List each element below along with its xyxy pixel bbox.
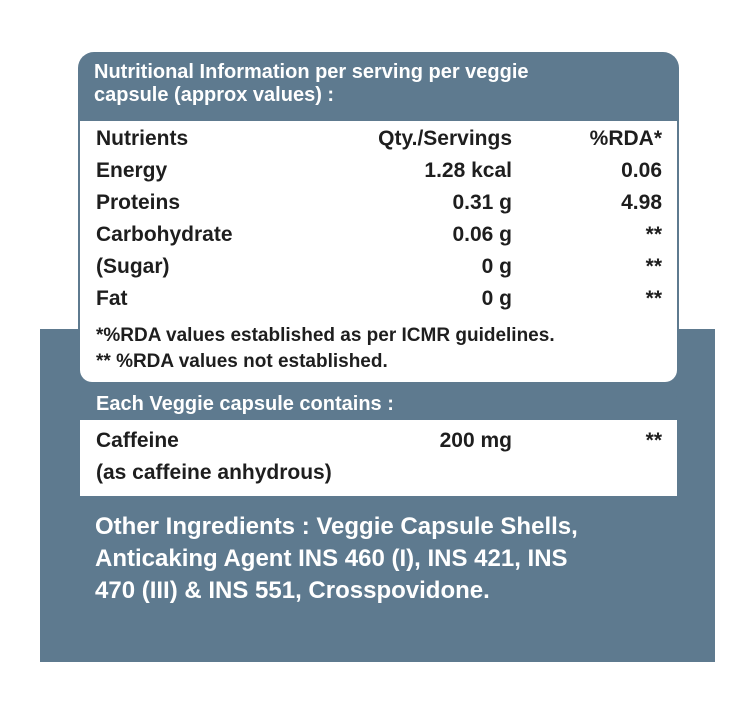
header-line-1: Nutritional Information per serving per veggie — [94, 61, 529, 83]
ingredient-rda: ** — [645, 429, 662, 452]
nutrient-name: Energy — [96, 159, 168, 182]
capsule-section-heading-bar — [80, 388, 677, 420]
table-header-row — [96, 123, 662, 155]
nutrient-rda: 0.06 — [621, 159, 662, 182]
rda-footnote-1: *%RDA values established as per ICMR guidelines. — [96, 325, 555, 346]
column-header-qty: Qty./Servings — [378, 127, 512, 150]
other-ingredients — [95, 511, 695, 607]
nutrient-qty: 0.06 g — [452, 223, 512, 246]
table-row-carbohydrate — [96, 219, 662, 251]
nutrient-qty: 1.28 kcal — [424, 159, 512, 182]
rda-footnote-2: ** %RDA values not established. — [96, 351, 388, 372]
other-ingredients-line-1: Other Ingredients : Veggie Capsule Shells, — [95, 513, 578, 540]
ingredient-subtext: (as caffeine anhydrous) — [96, 461, 332, 484]
table-row-sugar — [96, 251, 662, 283]
nutrient-qty: 0 g — [481, 287, 512, 310]
nutrient-qty: 0.31 g — [452, 191, 512, 214]
nutrient-qty: 0 g — [481, 255, 512, 278]
column-header-nutrients: Nutrients — [96, 127, 189, 150]
nutrient-rda: ** — [645, 223, 662, 246]
nutrient-name: Fat — [96, 287, 128, 310]
column-header-rda: %RDA* — [589, 127, 662, 150]
table-row-caffeine — [96, 425, 662, 457]
nutrient-name: Carbohydrate — [96, 223, 233, 246]
nutrient-name: (Sugar) — [96, 255, 170, 278]
ingredient-qty: 200 mg — [439, 429, 512, 452]
table-row-energy — [96, 155, 662, 187]
other-ingredients-line-2: Anticaking Agent INS 460 (I), INS 421, INS — [95, 545, 568, 572]
table-row-proteins — [96, 187, 662, 219]
table-row-fat — [96, 283, 662, 315]
ingredient-name: Caffeine — [96, 429, 179, 452]
nutrient-name: Proteins — [96, 191, 181, 214]
nutrition-table — [80, 121, 677, 382]
other-ingredients-line-3: 470 (III) & INS 551, Crosspovidone. — [95, 577, 490, 604]
capsule-section-heading: Each Veggie capsule contains : — [96, 393, 394, 415]
nutrient-rda: 4.98 — [621, 191, 662, 214]
nutrition-header — [94, 61, 664, 107]
capsule-contents-table — [80, 420, 677, 496]
header-line-2: capsule (approx values) : — [94, 84, 335, 106]
nutrient-rda: ** — [645, 255, 662, 278]
nutrient-rda: ** — [645, 287, 662, 310]
